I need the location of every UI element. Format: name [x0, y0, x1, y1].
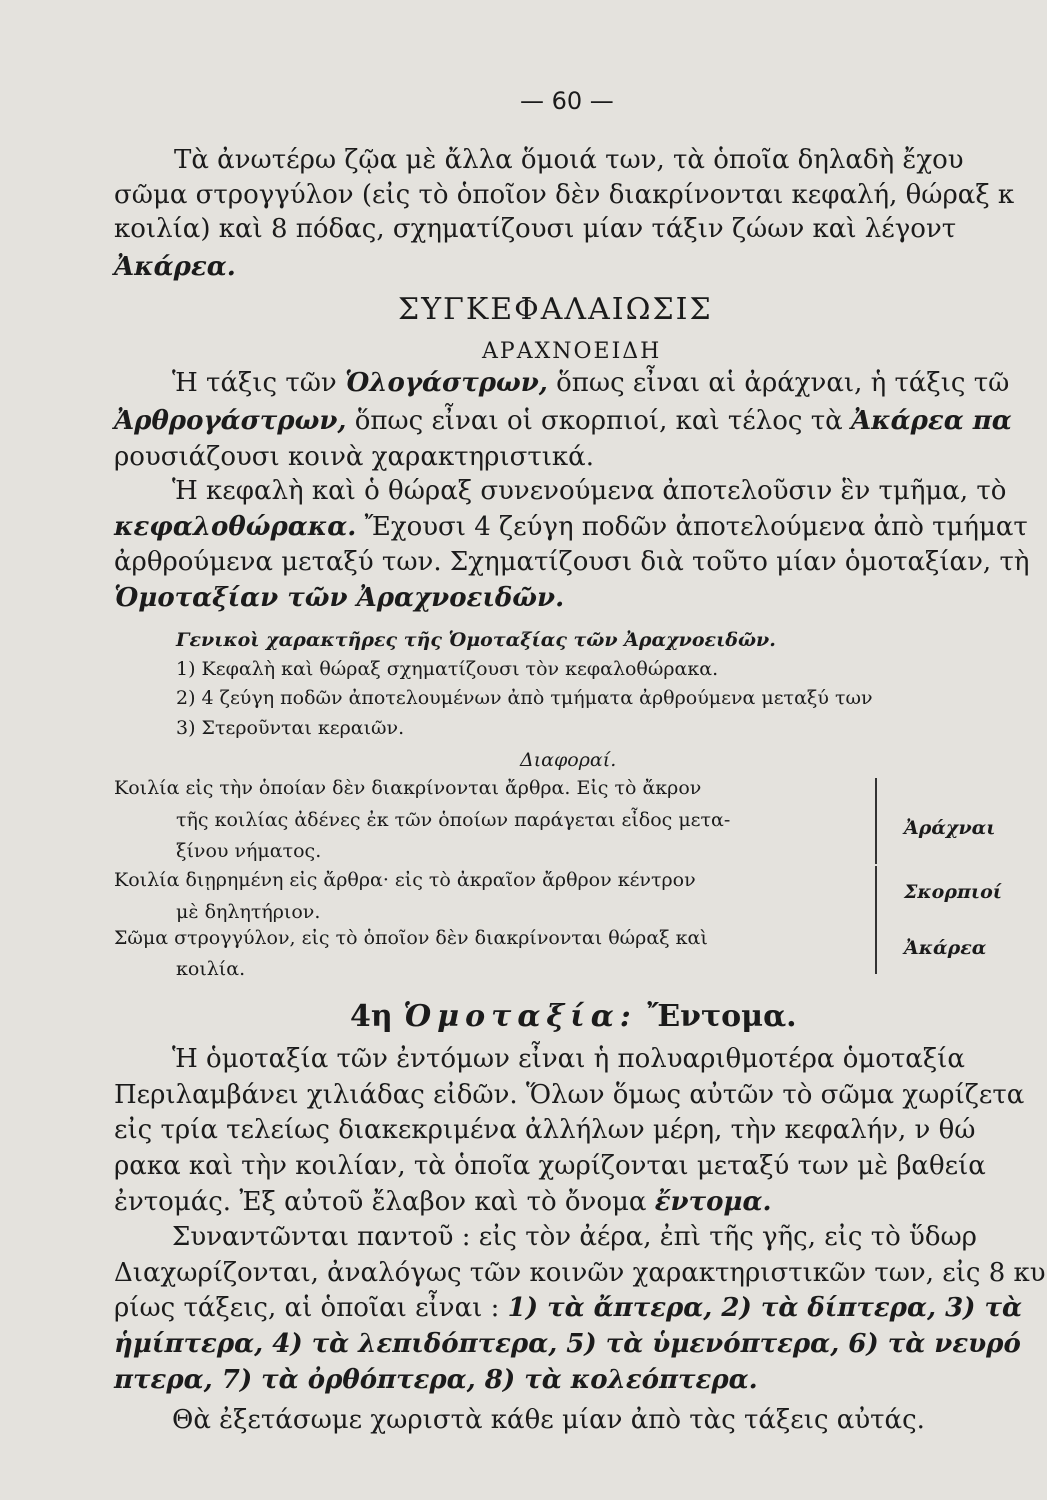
section-title: Ὁμοταξία: [403, 999, 637, 1034]
summary-p1-line-3: ρουσιάζουσι κοινὰ χαρακτηριστικά. [114, 442, 594, 472]
section-heading [350, 999, 797, 1034]
diff-row2-line-2: μὲ δηλητήριον. [176, 901, 321, 923]
section-name: Ἔντομα. [647, 999, 797, 1034]
text: Ἡ τάξις τῶν [172, 368, 337, 398]
body-line-7: Διαχωρίζονται, ἀναλόγως τῶν κοινῶν χαρακτηριστικῶν των, εἰς 8 κυ [114, 1258, 1046, 1288]
summary-p2-line-3: ἀρθρούμενα μεταξύ των. Σχηματίζουσι διὰ τοῦτο μίαν ὁμοταξίαν, τὴ [114, 547, 1030, 577]
differences-heading: Διαφοραί. [520, 749, 617, 771]
summary-p2-line-4: Ὁμοταξίαν τῶν Ἀραχνοειδῶν. [114, 583, 565, 613]
body-line-4: ρακα καὶ τὴν κοιλίαν, τὰ ὁποῖα χωρίζονται μεταξύ των μὲ βαθεία [114, 1151, 986, 1181]
general-item-2: 2) 4 ζεύγη ποδῶν ἀποτελουμένων ἀπὸ τμήματα ἀρθρούμενα μεταξύ των [176, 687, 873, 709]
brace-skorpioi [875, 866, 877, 926]
summary-p1-line-2 [114, 406, 1012, 436]
body-line-2: Περιλαμβάνει χιλιάδας εἰδῶν. Ὅλων ὅμως αὐτῶν τὸ σῶμα χωρίζετα [114, 1080, 1025, 1110]
body-line-3: εἰς τρία τελείως διακεκριμένα ἀλλήλων μέρη, τὴν κεφαλήν, ν θώ [114, 1115, 976, 1145]
diff-row1-line-3: ξίνου νήματος. [176, 840, 322, 862]
text: ρίως τάξεις, αἱ ὁποῖαι εἶναι : [114, 1293, 500, 1323]
text: ὅπως εἶναι οἱ σκορπιοί, καὶ τέλος τὰ [354, 406, 843, 436]
summary-p2-line-1: Ἡ κεφαλὴ καὶ ὁ θώραξ συνενούμενα ἀποτελοῦσιν ἓν τμῆμα, τὸ [172, 476, 1007, 506]
body-line-8 [114, 1293, 1022, 1323]
summary-subtitle: ΑΡΑΧΝΟΕΙΔΗ [482, 339, 662, 364]
diff-row3-line-2: κοιλία. [176, 958, 246, 980]
term-kefalothoraka: κεφαλοθώρακα. [114, 512, 357, 542]
general-item-1: 1) Κεφαλὴ καὶ θώραξ σχηματίζουσι τὸν κεφαλοθώρακα. [176, 658, 719, 680]
orders-list-start: 1) τὰ ἄπτερα, 2) τὰ δίπτερα, 3) τὰ [507, 1293, 1023, 1323]
page-number: — 60 — [520, 87, 614, 115]
intro-line-1: Τὰ ἀνωτέρω ζῷα μὲ ἄλλα ὅμοιά των, τὰ ὁποῖα δηλαδὴ ἔχου [174, 145, 964, 175]
summary-p2-line-2 [114, 512, 1028, 542]
label-skorpioi: Σκορπιοί [904, 881, 1002, 903]
term-entoma: ἔντομα. [654, 1187, 772, 1217]
term-arthrogastra: Ἀρθρογάστρων, [114, 406, 347, 436]
diff-row1-line-2: τῆς κοιλίας ἀδένες ἐκ τῶν ὁποίων παράγεται εἶδος μετα- [176, 809, 731, 831]
brace-akarea [875, 922, 877, 974]
intro-line-3: κοιλία) καὶ 8 πόδας, σχηματίζουσι μίαν τάξιν ζώων καὶ λέγοντ [114, 214, 957, 244]
text: Ἔχουσι 4 ζεύγη ποδῶν ἀποτελούμενα ἀπὸ τμήματ [364, 512, 1028, 542]
label-arachnai: Ἀράχναι [904, 817, 996, 839]
summary-p1-line-1 [172, 368, 1009, 398]
diff-row2-line-1: Κοιλία διῃρημένη εἰς ἄρθρα· εἰς τὸ ἀκραῖον ἄρθρον κέντρον [114, 869, 696, 891]
intro-line-2: σῶμα στρογγύλον (εἰς τὸ ὁποῖον δὲν διακρίνονται κεφαλή, θώραξ κ [114, 180, 1015, 210]
label-akarea: Ἀκάρεα [904, 937, 987, 959]
diff-row3-line-1: Σῶμα στρογγύλον, εἰς τὸ ὁποῖον δὲν διακρίνονται θώραξ καὶ [114, 927, 708, 949]
body-line-9: ἡμίπτερα, 4) τὰ λεπιδόπτερα, 5) τὰ ὑμενόπτερα, 6) τὰ νευρό [114, 1329, 1021, 1359]
brace-arachnai [875, 778, 877, 864]
summary-title: ΣΥΓΚΕΦΑΛΑΙΩΣΙΣ [398, 292, 713, 327]
diff-row1-line-1: Κοιλία εἰς τὴν ὁποίαν δὲν διακρίνονται ἄρθρα. Εἰς τὸ ἄκρον [114, 777, 702, 799]
body-line-6: Συναντῶνται παντοῦ : εἰς τὸν ἀέρα, ἐπὶ τῆς γῆς, εἰς τὸ ὕδωρ [172, 1222, 977, 1252]
intro-line-4: Ἀκάρεα. [114, 252, 236, 282]
body-line-10: πτερα, 7) τὰ ὀρθόπτερα, 8) τὰ κολεόπτερα. [114, 1365, 758, 1395]
term-akarea: Ἀκάρεα πα [850, 406, 1012, 436]
body-line-11: Θὰ ἐξετάσωμε χωριστὰ κάθε μίαν ἀπὸ τὰς τάξεις αὐτάς. [172, 1405, 925, 1435]
general-item-3: 3) Στεροῦνται κεραιῶν. [176, 717, 405, 739]
body-line-5 [114, 1187, 772, 1217]
general-heading: Γενικοὶ χαρακτῆρες τῆς Ὁμοταξίας τῶν Ἀραχνοειδῶν. [176, 629, 776, 651]
text: ἐντομάς. Ἐξ αὐτοῦ ἔλαβον καὶ τὸ ὄνομα [114, 1187, 647, 1217]
text: ὅπως εἶναι αἱ ἀράχναι, ἡ τάξις τῶ [556, 368, 1010, 398]
body-line-1: Ἡ ὁμοταξία τῶν ἐντόμων εἶναι ἡ πολυαριθμοτέρα ὁμοταξία [172, 1044, 965, 1074]
term-hologastra: Ὁλογάστρων, [345, 368, 548, 398]
section-number: 4η [350, 999, 393, 1034]
